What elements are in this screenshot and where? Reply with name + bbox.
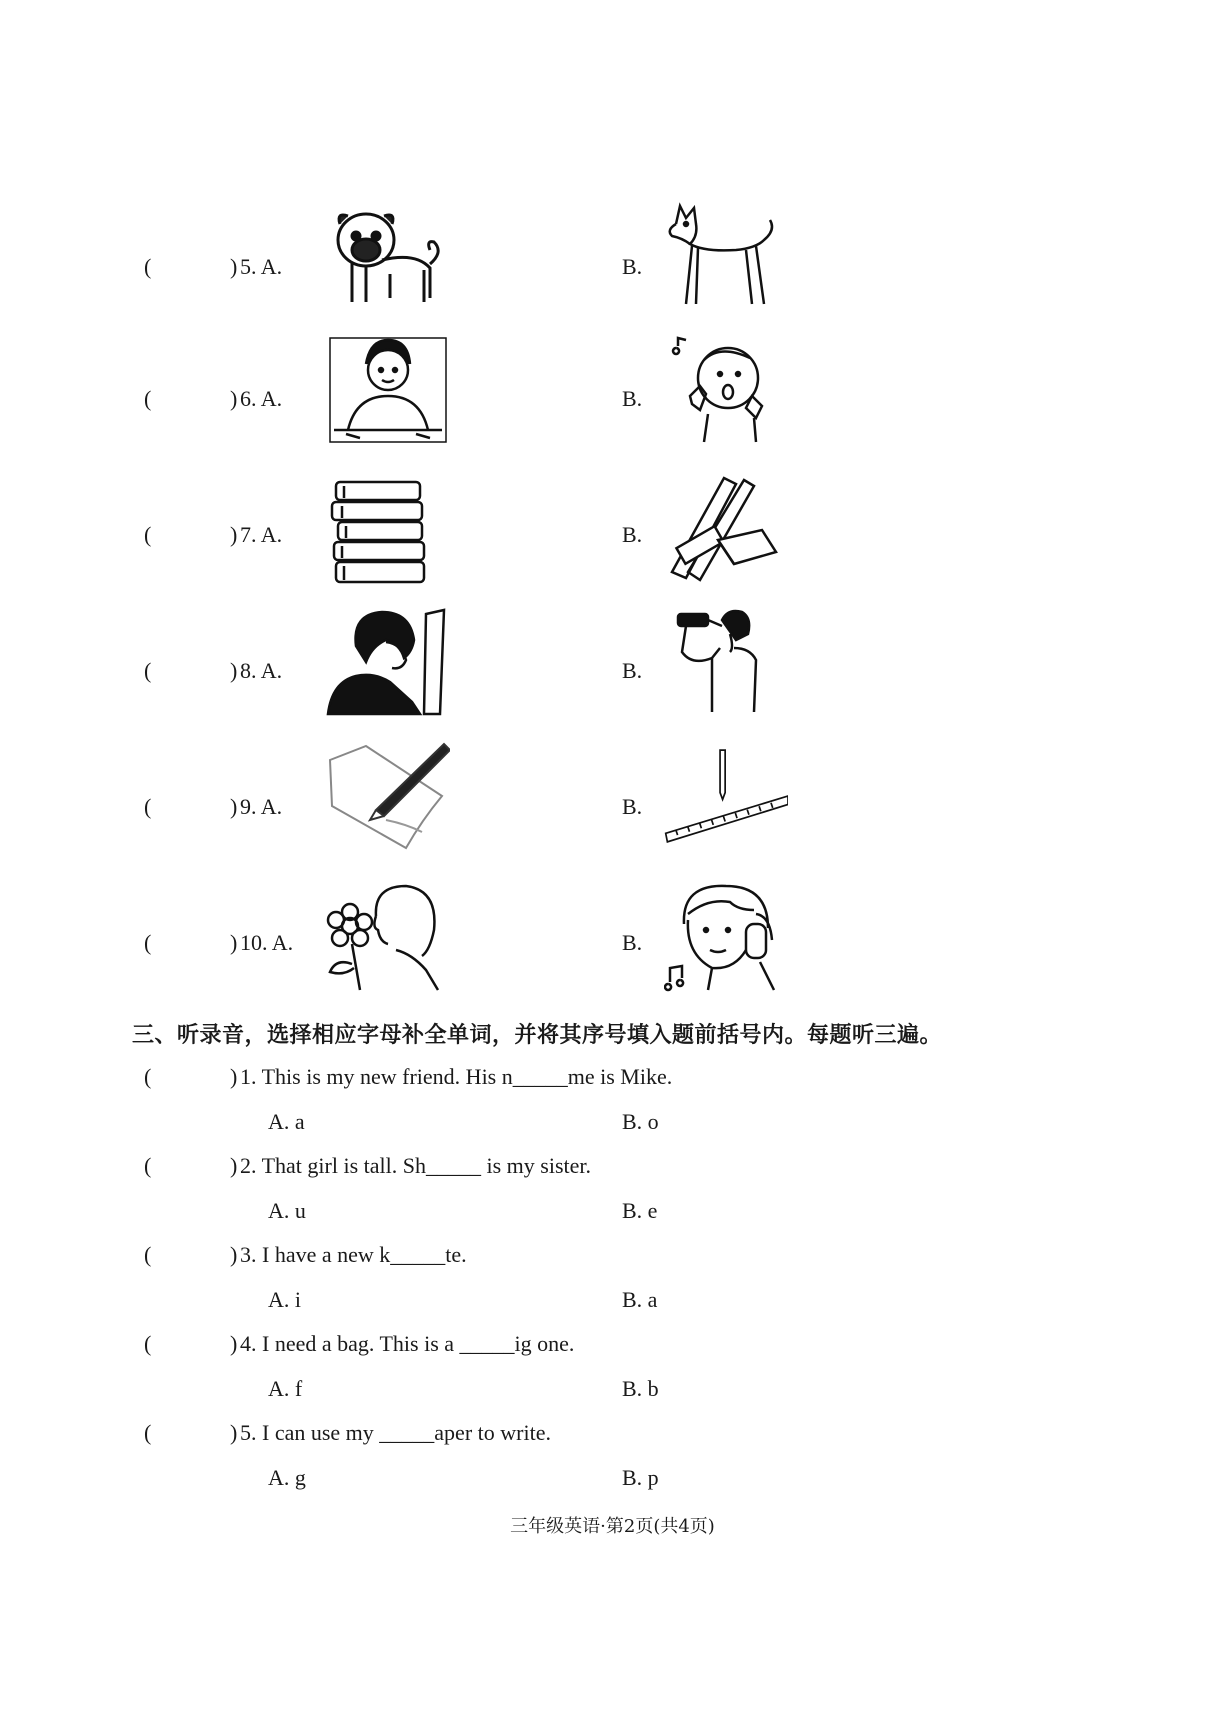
letter-question-2-options <box>0 1198 1225 1238</box>
answer-paren-open: ( <box>144 658 152 683</box>
question-number: 5. A. <box>240 254 283 279</box>
answer-paren-close: ) <box>230 1242 238 1267</box>
pug-dog-icon[interactable] <box>326 202 450 314</box>
girl-smelling-flower-icon[interactable] <box>326 880 450 992</box>
picture-question-9 <box>0 740 1225 876</box>
ruler-pencil-icon[interactable] <box>664 740 788 852</box>
option-b[interactable]: B. b <box>622 1376 659 1401</box>
picture-question-6 <box>0 332 1225 468</box>
answer-paren-open: ( <box>144 386 152 411</box>
option-b-label: B. <box>622 254 643 279</box>
answer-paren-open: ( <box>144 1242 152 1267</box>
option-b[interactable]: B. e <box>622 1198 658 1223</box>
answer-paren-close: ) <box>230 254 238 279</box>
question-sentence: 4. I need a bag. This is a _____ig one. <box>240 1331 575 1356</box>
option-b-label: B. <box>622 930 643 955</box>
answer-paren-close: ) <box>230 1064 238 1089</box>
pencils-eraser-icon[interactable] <box>664 472 788 584</box>
answer-paren-open: ( <box>144 930 152 955</box>
question-number: 8. A. <box>240 658 283 683</box>
letter-question-3 <box>0 1242 1225 1282</box>
page-footer: 三年级英语·第2页(共4页) <box>510 1516 715 1537</box>
option-b[interactable]: B. a <box>622 1287 658 1312</box>
books-stack-icon[interactable] <box>326 476 450 588</box>
letter-question-4 <box>0 1331 1225 1371</box>
option-a[interactable]: A. i <box>268 1287 301 1312</box>
letter-question-2 <box>0 1153 1225 1193</box>
letter-question-4-options <box>0 1376 1225 1416</box>
option-a[interactable]: A. u <box>268 1198 306 1223</box>
picture-question-5 <box>0 196 1225 332</box>
question-sentence: 5. I can use my _____aper to write. <box>240 1420 551 1445</box>
answer-paren-close: ) <box>230 1420 238 1445</box>
answer-paren-close: ) <box>230 386 238 411</box>
question-sentence: 2. That girl is tall. Sh_____ is my sister. <box>240 1153 591 1178</box>
answer-paren-close: ) <box>230 1331 238 1356</box>
answer-paren-open: ( <box>144 1064 152 1089</box>
option-b-label: B. <box>622 794 643 819</box>
question-sentence: 1. This is my new friend. His n_____me is Mike. <box>240 1064 673 1089</box>
answer-paren-close: ) <box>230 930 238 955</box>
answer-paren-close: ) <box>230 794 238 819</box>
question-number: 10. A. <box>240 930 294 955</box>
option-b-label: B. <box>622 386 643 411</box>
option-b[interactable]: B. p <box>622 1465 659 1490</box>
section-title: 三、听录音，选择相应字母补全单词，并将其序号填入题前括号内。每题听三遍。 <box>132 1023 943 1048</box>
boy-headphones-icon[interactable] <box>664 880 788 992</box>
question-number: 7. A. <box>240 522 283 547</box>
answer-paren-open: ( <box>144 794 152 819</box>
answer-paren-close: ) <box>230 522 238 547</box>
option-b[interactable]: B. o <box>622 1109 659 1134</box>
answer-paren-open: ( <box>144 522 152 547</box>
man-binoculars-icon[interactable] <box>664 604 788 716</box>
option-b-label: B. <box>622 658 643 683</box>
boy-drawing-icon[interactable] <box>326 334 450 446</box>
answer-paren-close: ) <box>230 658 238 683</box>
slim-dog-icon[interactable] <box>664 200 788 312</box>
answer-paren-open: ( <box>144 1153 152 1178</box>
picture-question-8 <box>0 604 1225 740</box>
boy-singing-icon[interactable] <box>664 334 788 446</box>
option-a[interactable]: A. a <box>268 1109 305 1134</box>
option-a[interactable]: A. f <box>268 1376 303 1401</box>
letter-question-5 <box>0 1420 1225 1460</box>
woman-tablet-icon[interactable] <box>326 606 450 718</box>
question-number: 9. A. <box>240 794 283 819</box>
letter-question-1 <box>0 1064 1225 1104</box>
letter-question-5-options <box>0 1465 1225 1505</box>
picture-question-10 <box>0 876 1225 1012</box>
answer-paren-open: ( <box>144 1331 152 1356</box>
option-b-label: B. <box>622 522 643 547</box>
picture-question-7 <box>0 468 1225 604</box>
answer-paren-open: ( <box>144 254 152 279</box>
answer-paren-open: ( <box>144 1420 152 1445</box>
answer-paren-close: ) <box>230 1153 238 1178</box>
pen-writing-icon[interactable] <box>326 740 450 852</box>
question-number: 6. A. <box>240 386 283 411</box>
letter-question-3-options <box>0 1287 1225 1327</box>
letter-question-1-options <box>0 1109 1225 1149</box>
question-sentence: 3. I have a new k_____te. <box>240 1242 467 1267</box>
option-a[interactable]: A. g <box>268 1465 306 1490</box>
